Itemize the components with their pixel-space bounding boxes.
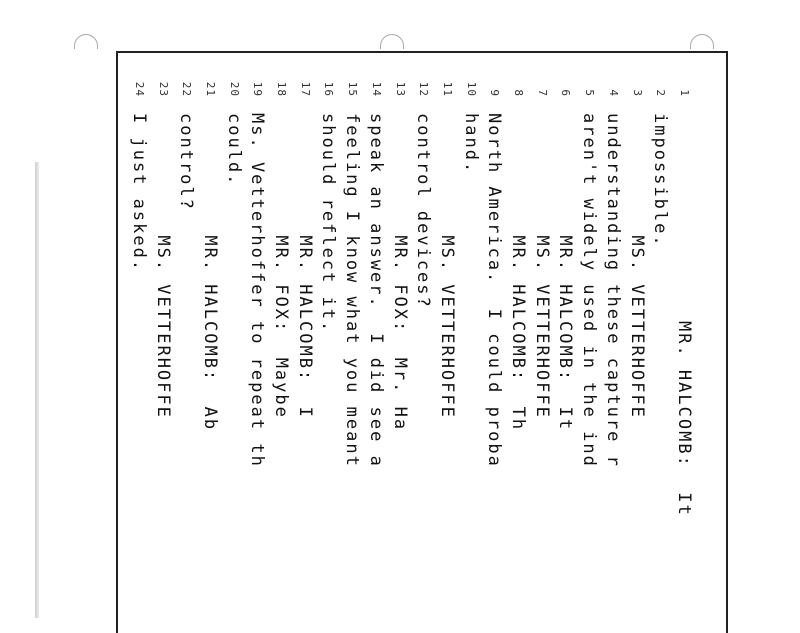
- binder-hole-left: [74, 34, 98, 49]
- transcript-line: [151, 53, 175, 633]
- line-number: 18: [275, 81, 289, 97]
- line-number: 15: [346, 81, 360, 97]
- transcript-line: [625, 53, 649, 633]
- binder-hole-right: [690, 34, 714, 49]
- line-text: impossible.: [650, 113, 671, 248]
- transcript-line: [388, 53, 412, 633]
- transcript-line: [317, 53, 341, 633]
- line-number: 8: [512, 89, 526, 97]
- line-number: 5: [583, 89, 597, 97]
- line-number: 6: [559, 89, 573, 97]
- transcript-line: [411, 53, 435, 633]
- line-text: control?: [176, 113, 197, 211]
- line-number: 1: [678, 89, 691, 97]
- line-text: speak an answer. I did see a: [365, 113, 386, 468]
- transcript-line: [198, 53, 222, 633]
- line-text: MS. VETTERHOFFE: [437, 113, 457, 419]
- transcript-line: [245, 53, 269, 633]
- line-number: 21: [204, 81, 217, 97]
- line-number: 24: [132, 81, 146, 97]
- transcript-line: [601, 53, 625, 633]
- line-number: 4: [606, 89, 620, 97]
- line-text: MS. VETTERHOFFE: [626, 113, 647, 419]
- page-edge-shadow: [35, 162, 39, 618]
- line-text: hand.: [460, 113, 481, 175]
- transcript-line: [506, 53, 530, 633]
- line-text: MS. VETTERHOFFE: [531, 113, 552, 419]
- line-number: 13: [393, 81, 407, 97]
- transcript-line: [127, 53, 151, 633]
- line-number: 12: [417, 81, 431, 97]
- line-text: could.: [223, 113, 244, 187]
- transcript-line: [459, 53, 483, 633]
- line-text: feeling I know what you meant: [342, 113, 363, 468]
- line-text: I just asked.: [128, 113, 149, 273]
- line-number: 10: [464, 81, 478, 97]
- line-number: 23: [156, 81, 170, 97]
- transcript-line: [435, 53, 459, 633]
- line-text: MS. VETTERHOFFE: [152, 113, 173, 419]
- line-text: MR. HALCOMB: I: [294, 113, 315, 419]
- line-text: aren't widely used in the ind: [579, 113, 600, 468]
- binder-hole-center: [380, 34, 404, 49]
- transcript-line: [648, 53, 672, 633]
- line-text: understanding these capture r: [602, 113, 623, 468]
- transcript-line: [222, 53, 246, 633]
- line-number: 2: [654, 89, 668, 97]
- line-number: 22: [180, 81, 194, 97]
- transcript-line: [577, 53, 601, 633]
- transcript-line: [554, 53, 578, 633]
- transcript-line: [293, 53, 317, 633]
- transcript-line: [269, 53, 293, 633]
- transcript-line: [340, 53, 364, 633]
- transcript-line: [530, 53, 554, 633]
- line-text: MR. HALCOMB: Th: [508, 113, 529, 432]
- line-number: 17: [298, 81, 312, 97]
- line-text: control devices?: [413, 113, 434, 309]
- line-number: 7: [535, 89, 549, 97]
- line-number: 9: [488, 89, 502, 97]
- line-number: 16: [322, 81, 336, 97]
- transcript-line: [672, 53, 696, 633]
- transcript-line: [174, 53, 198, 633]
- transcript-page: [116, 51, 728, 633]
- line-text: Ms. Vetterhoffer to repeat th: [247, 113, 268, 468]
- transcript-line: [482, 53, 506, 633]
- line-text: North America. I could proba: [484, 113, 505, 468]
- line-text: should reflect it.: [318, 113, 339, 334]
- line-number: 20: [227, 81, 241, 97]
- line-text: MR. HALCOMB: It: [674, 113, 694, 517]
- line-text: MR. FOX: Mr. Ha: [389, 113, 410, 432]
- line-text: MR. HALCOMB: It: [555, 113, 576, 432]
- line-number: 3: [630, 89, 644, 97]
- line-text: MR. HALCOMB: Ab: [200, 113, 220, 432]
- line-number: 19: [251, 81, 265, 97]
- line-number: 14: [369, 81, 383, 97]
- line-text: MR. FOX: Maybe: [271, 113, 292, 419]
- rotated-transcript-content: [118, 53, 726, 633]
- line-number: 11: [441, 81, 454, 97]
- transcript-line: [364, 53, 388, 633]
